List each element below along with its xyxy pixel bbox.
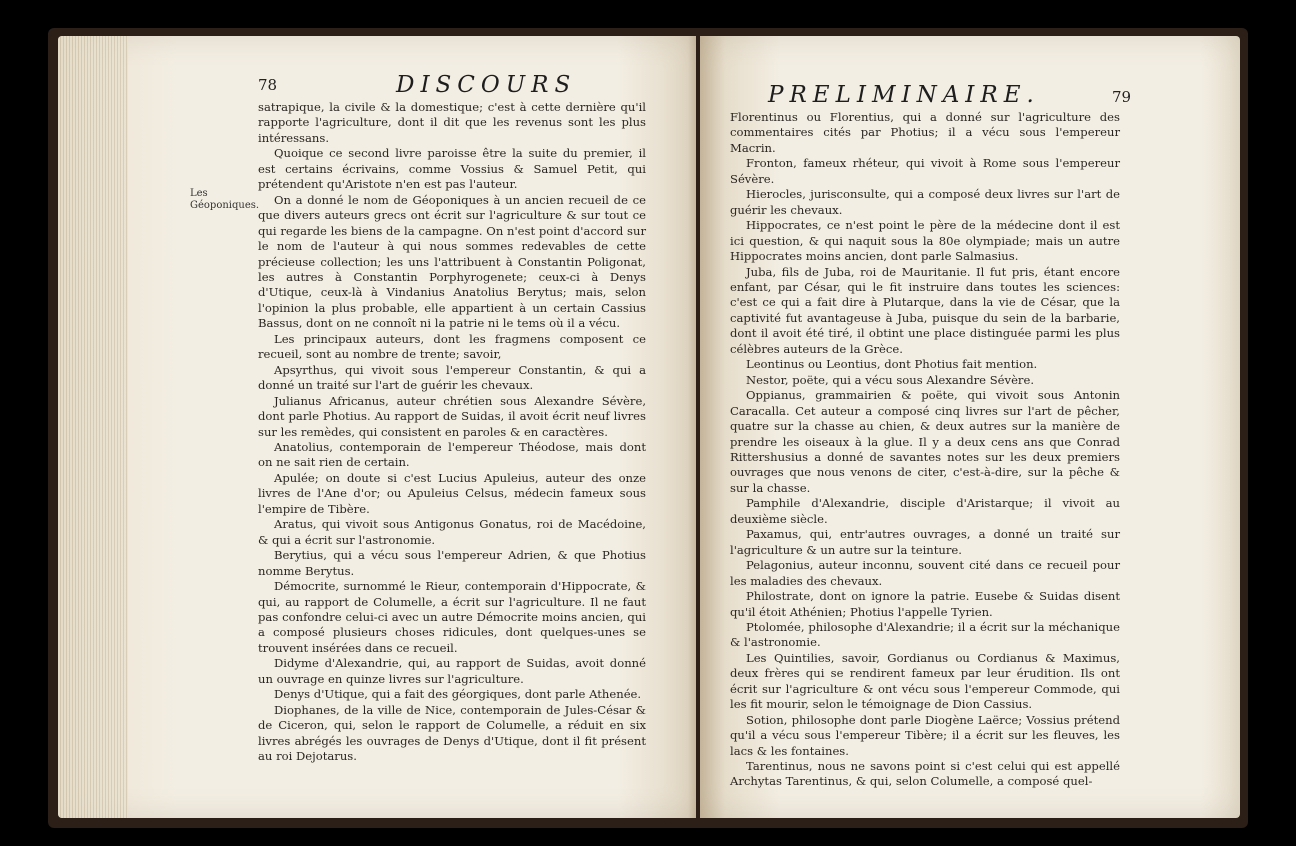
paragraph: Leontinus ou Leontius, dont Photius fait mention. xyxy=(746,357,1038,372)
margin-note: Les Géoponiques. xyxy=(190,188,260,211)
paragraph: Les principaux auteurs, dont les fragmens composent ce recueil, sont au nombre de trente; savoir, xyxy=(258,331,646,362)
paragraph: satrapique, la civile & la domestique; c'est à cette dernière qu'il rapporte l'agriculture, dont il dit que les revenus sont les plus intéressans. xyxy=(258,100,646,145)
page-number-right: 79 xyxy=(1112,88,1132,106)
paragraph: Oppianus, grammairien & poëte, qui vivoit sous Antonin Caracalla. Cet auteur a composé cinq livres sur l'art de pêcher, quatre sur la chasse au chien, & deux autres sur la manière de prendre les oiseaux à la glue. Il y a deux cens ans que Conrad Rittershusius a donné de savantes notes sur les deux premiers ouvrages que nous venons de citer, c'est-à-dire, sur la pêche & sur la chasse. xyxy=(730,388,1120,495)
paragraph: Nestor, poëte, qui a vécu sous Alexandre Sévère. xyxy=(746,372,1035,387)
page-number-left: 78 xyxy=(258,76,278,94)
paragraph: Pamphile d'Alexandrie, disciple d'Aristarque; il vivoit au deuxième siècle. xyxy=(730,496,1120,526)
left-body-text xyxy=(258,100,646,764)
right-body-text xyxy=(730,110,1120,790)
page-edges xyxy=(58,36,128,818)
paragraph: Julianus Africanus, auteur chrétien sous Alexandre Sévère, dont parle Photius. Au rapport de Suidas, il avoit écrit neuf livres sur les remèdes, qui consistent en paroles & en caractères. xyxy=(258,393,646,439)
paragraph: Hippocrates, ce n'est point le père de la médecine dont il est ici question, & qui naquit sous la 80e olympiade; mais un autre Hippocrates moins ancien, dont parle Salmasius. xyxy=(730,218,1120,264)
paragraph: Tarentinus, nous ne savons point si c'est celui qui est appellé Archytas Tarentinus, & qui, selon Columelle, a composé quel- xyxy=(730,759,1120,789)
paragraph: Juba, fils de Juba, roi de Mauritanie. Il fut pris, étant encore enfant, par César, qui le fit instruire dans toutes les sciences: c'est ce qui a fait dire à Plutarque, dans la vie de César, que la captivité fut avantageuse à Juba, puisque du sein de la barbarie, dont il avoit été tiré, il obtint une place distinguée parmi les plus célèbres auteurs de la Grèce. xyxy=(730,264,1120,356)
open-book xyxy=(48,28,1248,828)
paragraph: Diophanes, de la ville de Nice, contemporain de Jules-César & de Ciceron, qui, selon le rapport de Columelle, a réduit en six livres abrégés les ouvrages de Denys d'Utique, dont il fit présent au roi Dejotarus. xyxy=(258,702,646,764)
paragraph: Ptolomée, philosophe d'Alexandrie; il a écrit sur la méchanique & l'astronomie. xyxy=(730,619,1120,650)
right-page xyxy=(700,36,1240,818)
running-head-left: DISCOURS xyxy=(396,72,577,98)
paragraph: Apsyrthus, qui vivoit sous l'empereur Constantin, & qui a donné un traité sur l'art de guérir les chevaux. xyxy=(258,362,646,393)
paragraph: Berytius, qui a vécu sous l'empereur Adrien, & que Photius nomme Berytus. xyxy=(258,548,646,578)
paragraph: Didyme d'Alexandrie, qui, au rapport de Suidas, avoit donné un ouvrage en quinze livres sur l'agriculture. xyxy=(258,656,646,686)
paragraph: Denys d'Utique, qui a fait des géorgiques, dont parle Athenée. xyxy=(274,687,642,702)
paragraph: Pelagonius, auteur inconnu, souvent cité dans ce recueil pour les maladies des chevaux. xyxy=(730,558,1120,588)
paragraph: Florentinus ou Florentius, qui a donné sur l'agriculture des commentaires cités par Photius; il a vécu sous l'empereur Macrin. xyxy=(730,110,1120,155)
paragraph: On a donné le nom de Géoponiques à un ancien recueil de ce que divers auteurs grecs ont écrit sur l'agriculture & sur tout ce qui regarde les biens de la campagne. On n'est point d'accord sur le nom de l'auteur à qui nous sommes redevables de cette précieuse collection; les uns l'attribuent à Constantin Poligonat, les autres à Constantin Porphyrogenete; ceux-ci à Denys d'Utique, ceux-là à Vindanius Anatolius Berytus; mais, selon l'opinion la plus probable, elle appartient à un certain Cassius Bassus, dont on ne connoît ni la patrie ni le tems où il a vécu. xyxy=(258,192,646,331)
paragraph: Anatolius, contemporain de l'empereur Théodose, mais dont on ne sait rien de certain. xyxy=(258,439,646,470)
paragraph: Sotion, philosophe dont parle Diogène Laërce; Vossius prétend qu'il a vécu sous l'empereur Tibère; il a écrit sur les fleuves, les lacs & les fontaines. xyxy=(730,712,1120,758)
paragraph: Aratus, qui vivoit sous Antigonus Gonatus, roi de Macédoine, & qui a écrit sur l'astronomie. xyxy=(258,517,646,547)
paragraph: Les Quintilies, savoir, Gordianus ou Cordianus & Maximus, deux frères qui se rendirent fameux par leur érudition. Ils ont écrit sur l'agriculture & ont vécu sous l'empereur Commode, qui les fit mourir, selon le témoignage de Dion Cassius. xyxy=(730,650,1120,712)
paragraph: Quoique ce second livre paroisse être la suite du premier, il est certains écrivains, comme Vossius & Samuel Petit, qui prétendent qu'Aristote n'en est pas l'auteur. xyxy=(258,146,646,192)
paragraph: Hierocles, jurisconsulte, qui a composé deux livres sur l'art de guérir les chevaux. xyxy=(730,187,1120,217)
paragraph: Philostrate, dont on ignore la patrie. Eusebe & Suidas disent qu'il étoit Athénien; Photius l'appelle Tyrien. xyxy=(730,589,1120,619)
paragraph: Démocrite, surnommé le Rieur, contemporain d'Hippocrate, & qui, au rapport de Columelle, a écrit sur l'agriculture. Il ne faut pas confondre celui-ci avec un autre Démocrite moins ancien, qui a composé plusieurs choses ridicules, dont quelques-unes se trouvent insérées dans ce recueil. xyxy=(258,579,646,655)
running-head-right: PRELIMINAIRE. xyxy=(768,82,1040,108)
left-page xyxy=(58,36,696,818)
paragraph: Apulée; on doute si c'est Lucius Apuleius, auteur des onze livres de l'Ane d'or; ou Apuleius Celsus, médecin fameux sous l'empire de Tibère. xyxy=(258,470,646,516)
paragraph: Paxamus, qui, entr'autres ouvrages, a donné un traité sur l'agriculture & un autre sur la teinture. xyxy=(730,527,1120,557)
paragraph: Fronton, fameux rhéteur, qui vivoit à Rome sous l'empereur Sévère. xyxy=(730,156,1120,186)
